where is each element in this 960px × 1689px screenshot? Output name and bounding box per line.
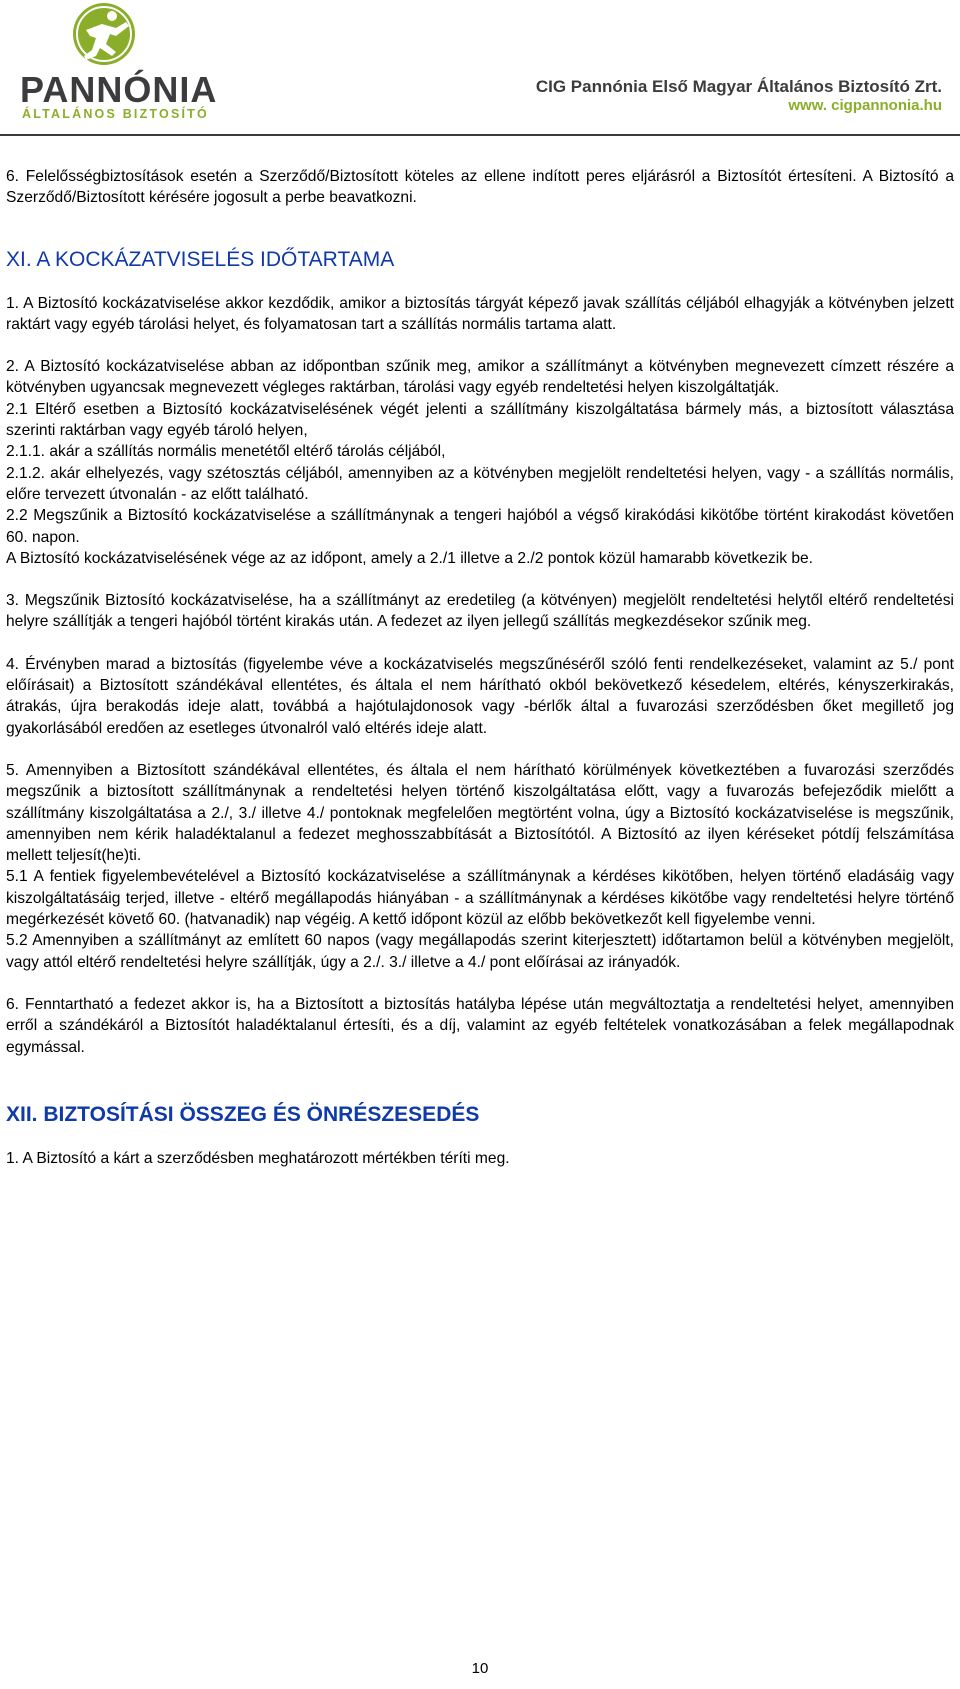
paragraph-5: 5. Amennyiben a Biztosított szándékával ellentétes, és általa el nem hárítható körülmények következtében a fuvarozási szerződés megszűnik a biztosított szállítmánynak a rendeltetési helyen történő kiszolgáltatása előtt, vagy a fuvarozás befejeződik mielőtt a szállítmány kiszolgáltatása a 2./, 3./ illetve 4./ pontoknak megfelelően megtörtént volna, úgy a Biztosító kockázatviselése is megszűnik, amennyiben nem kérik haladéktalanul a fedezet meghosszabbítását a Biztosítótól. A Biztosító az ilyen kéréseket pótdíj felszámítása mellett teljesít(he)ti. [6,761,954,865]
paragraph-5-2: 5.2 Amennyiben a szállítmányt az említett 60 napos (vagy megállapodás szerint kiterjesztett) időtartamon belül a kötvényben megjelölt, vagy attól eltérő rendeltetési helyre szállítják, úgy a 2./. 3./ illetve a 4./ pont előírásai az irányadók. [6,932,954,971]
logo-subtitle: ÁLTALÁNOS BIZTOSÍTÓ [22,107,209,121]
paragraph-2-1-2: 2.1.2. akár elhelyezés, vagy szétosztás céljából, amennyiben az a kötvényben megjelölt rendeltetési helyen, vagy - a szállítás normális, előre tervezett útvonalán - az előtt található. [6,464,954,503]
paragraph-2: 2. A Biztosító kockázatviselése abban az időpontban szűnik meg, amikor a szállítmányt a kötvényben megnevezett címzett részére a kötvényben ugyancsak megnevezett végleges raktárban, tárolási vagy egyéb rendeltetési helyen kiszolgáltatják. [6,358,954,397]
paragraph-1: 1. A Biztosító kockázatviselése akkor kezdődik, amikor a biztosítás tárgyát képező javak szállítás céljából elhagyják a kötvényben jelzett raktárt vagy egyéb tárolási helyet, és folyamatosan tart a szállítás normális tartama alatt. [6,294,954,333]
company-website-link[interactable]: www. cigpannonia.hu [788,96,942,114]
paragraph-6b: 6. Fenntartható a fedezet akkor is, ha a Biztosított a biztosítás hatályba lépése után megváltoztatja a rendeltetési helyet, amennyiben erről a szándékáról a Biztosítót haladéktalanul értesíti, és a díj, valamint az egyéb feltételek vonatkozásában a felek megállapodnak egymással. [6,995,954,1056]
paragraph-2-1-1: 2.1.1. akár a szállítás normális menetétől eltérő tárolás céljából, [6,443,446,461]
page-header [0,0,960,142]
document-body [6,166,954,1169]
paragraph-5-1: 5.1 A fentiek figyelembevételével a Biztosító kockázatviselése a szállítmánynak a kérdéses kikötőben, helyen történő eladásáig vagy kiszolgáltatásáig terjed, illetve - eltérő megállapodás hiányában - a szállítmánynak a kérdéses kikötőbe vagy rendeltetési helyre történő megérkezését követő 60. (hatvanadik) nap végéig. A kettő időpont közül az előbb bekövetkezőt kell figyelembe venni. [6,868,954,929]
company-name: CIG Pannónia Első Magyar Általános Biztosító Zrt. [535,77,942,96]
section-heading-xi: XI. A KOCKÁZATVISELÉS IDŐTARTAMA [6,247,395,271]
paragraph-2-1: 2.1 Eltérő esetben a Biztosító kockázatviselésének végét jelenti a szállítmány kiszolgáltatása bármely más, a biztosított választása szerinti raktárban vagy egyéb tároló helyen, [6,400,954,440]
page-number: 10 [471,1660,489,1677]
paragraph-3: 3. Megszűnik Biztosító kockázatviselése, ha a szállítmányt az eredetileg (a kötvényen) megjelölt rendeltetési helytől eltérő rendeltetési helyre szállítják a tengeri hajóból történt kirakás után. A fedezet az ilyen jellegű szállítás megkezdésekor szűnik meg. [6,592,954,631]
section-heading-xii: XII. BIZTOSÍTÁSI ÖSSZEG ÉS ÖNRÉSZESEDÉS [6,1102,480,1126]
logo-wordmark: PANNÓNIA [20,69,218,110]
paragraph-6-liability: 6. Felelősségbiztosítások esetén a Szerződő/Biztosított köteles az ellene indított peres eljárásról a Biztosítót értesíteni. A Biztosító a Szerződő/Biztosított kérésére jogosult a perbe beavatkozni. [6,168,954,207]
paragraph-xii-1: 1. A Biztosító a kárt a szerződésben meghatározott mértékben téríti meg. [6,1149,510,1167]
paragraph-4: 4. Érvényben marad a biztosítás (figyelembe véve a kockázatviselés megszűnéséről szóló fenti rendelkezéseket, valamint az 5./ pont előírásait) a Biztosított szándékával ellentétes, és általa el nem hárítható okból bekövetkező késedelem, eltérés, kényszerkirakás, átrakás, újra berakodás ideje alatt, továbbá a hajótulajdonosok vagy -bérlők által a fuvarozási szerződésben őket megillető jog gyakorlásából eredően az esetleges útvonalról való eltérés ideje alatt. [6,655,954,737]
paragraph-2-end: A Biztosító kockázatviselésének vége az az időpont, amely a 2./1 illetve a 2./2 pontok közül hamarabb következik be. [6,549,813,567]
company-block [536,77,942,114]
header-divider [0,134,960,136]
paragraph-2-2: 2.2 Megszűnik a Biztosító kockázatviselése a szállítmánynak a tengeri hajóból a végső kirakódási kikötőbe történt kirakodást követően 60. napon. [6,507,954,546]
